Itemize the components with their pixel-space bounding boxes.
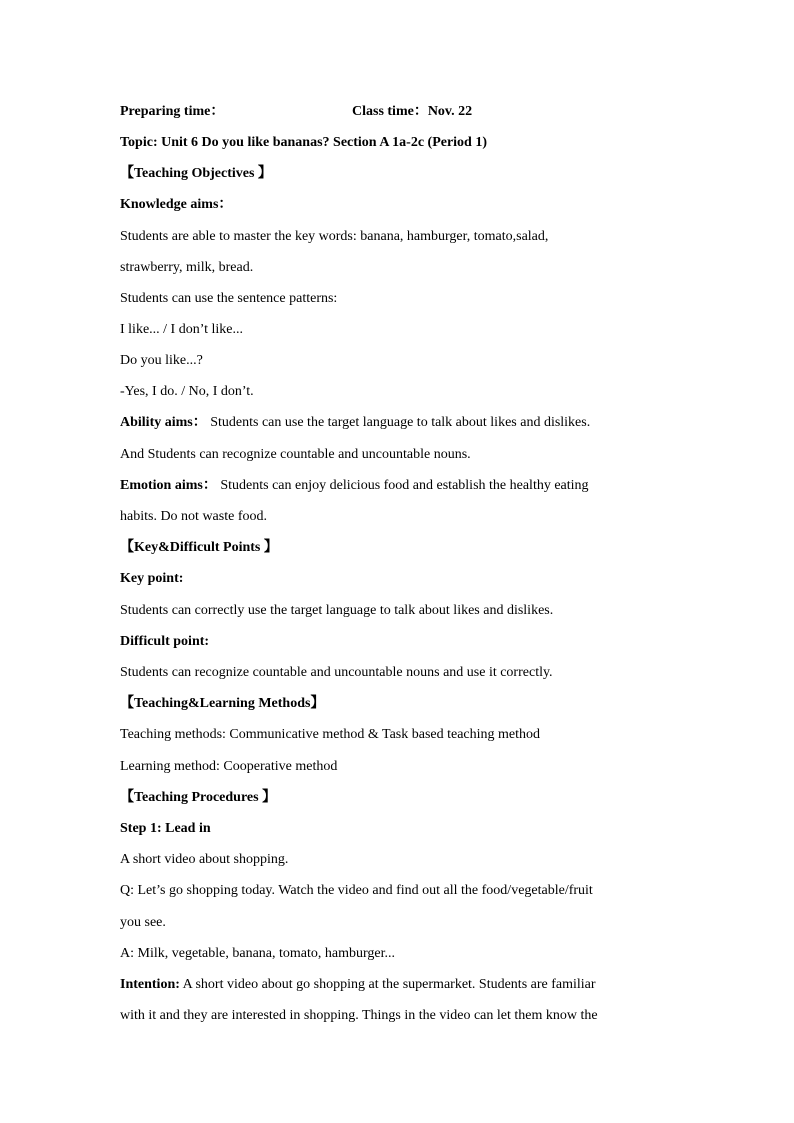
intention-label: Intention: xyxy=(120,977,180,992)
teaching-methods: Teaching methods: Communicative method & Task based teaching method xyxy=(120,727,541,742)
ability-aims-line-2: And Students can recognize countable and uncountable nouns. xyxy=(120,447,471,462)
teaching-objectives-heading: 【Teaching Objectives 】 xyxy=(120,166,272,181)
step-1-intention-line-2: with it and they are interested in shopping. Things in the video can let them know the xyxy=(120,1008,598,1023)
step-1-line-1: A short video about shopping. xyxy=(120,852,289,867)
difficult-point-label: Difficult point: xyxy=(120,634,210,649)
teaching-procedures-heading: 【Teaching Procedures 】 xyxy=(120,790,277,805)
difficult-point-text: Students can recognize countable and uncountable nouns and use it correctly. xyxy=(120,665,553,680)
knowledge-line-1: Students are able to master the key words: banana, hamburger, tomato,salad, xyxy=(120,229,549,244)
topic: Topic: Unit 6 Do you like bananas? Section A 1a-2c (Period 1) xyxy=(120,135,488,150)
teaching-learning-methods-heading: 【Teaching&Learning Methods】 xyxy=(120,696,325,711)
ability-aims xyxy=(120,414,590,432)
step-1-answer: A: Milk, vegetable, banana, tomato, hamburger... xyxy=(120,946,396,961)
ability-aims-text: Students can use the target language to talk about likes and dislikes. xyxy=(206,415,591,430)
knowledge-line-2: strawberry, milk, bread. xyxy=(120,260,254,275)
knowledge-line-6: -Yes, I do. / No, I don’t. xyxy=(120,384,254,399)
knowledge-line-4: I like... / I don’t like... xyxy=(120,322,243,337)
learning-method: Learning method: Cooperative method xyxy=(120,759,338,774)
intention-text: A short video about go shopping at the supermarket. Students are familiar xyxy=(179,977,596,992)
emotion-aims-line-2: habits. Do not waste food. xyxy=(120,509,267,524)
ability-aims-label: Ability aims： xyxy=(120,415,207,430)
key-point-label: Key point: xyxy=(120,571,184,586)
key-difficult-points-heading: 【Key&Difficult Points 】 xyxy=(120,540,278,555)
emotion-aims-text: Students can enjoy delicious food and establish the healthy eating xyxy=(216,478,589,493)
step-1-question-line-2: you see. xyxy=(120,915,166,930)
emotion-aims xyxy=(120,477,589,495)
knowledge-line-3: Students can use the sentence patterns: xyxy=(120,291,338,306)
preparing-time: Preparing time： xyxy=(120,104,225,119)
class-time: Class time：Nov. 22 xyxy=(352,104,473,119)
step-1-intention xyxy=(120,976,596,994)
emotion-aims-label: Emotion aims： xyxy=(120,478,217,493)
key-point-text: Students can correctly use the target language to talk about likes and dislikes. xyxy=(120,603,554,618)
step-1-question-line-1: Q: Let’s go shopping today. Watch the video and find out all the food/vegetable/fruit xyxy=(120,883,593,898)
knowledge-line-5: Do you like...? xyxy=(120,353,203,368)
step-1-heading: Step 1: Lead in xyxy=(120,821,211,836)
knowledge-aims-heading: Knowledge aims： xyxy=(120,197,233,212)
